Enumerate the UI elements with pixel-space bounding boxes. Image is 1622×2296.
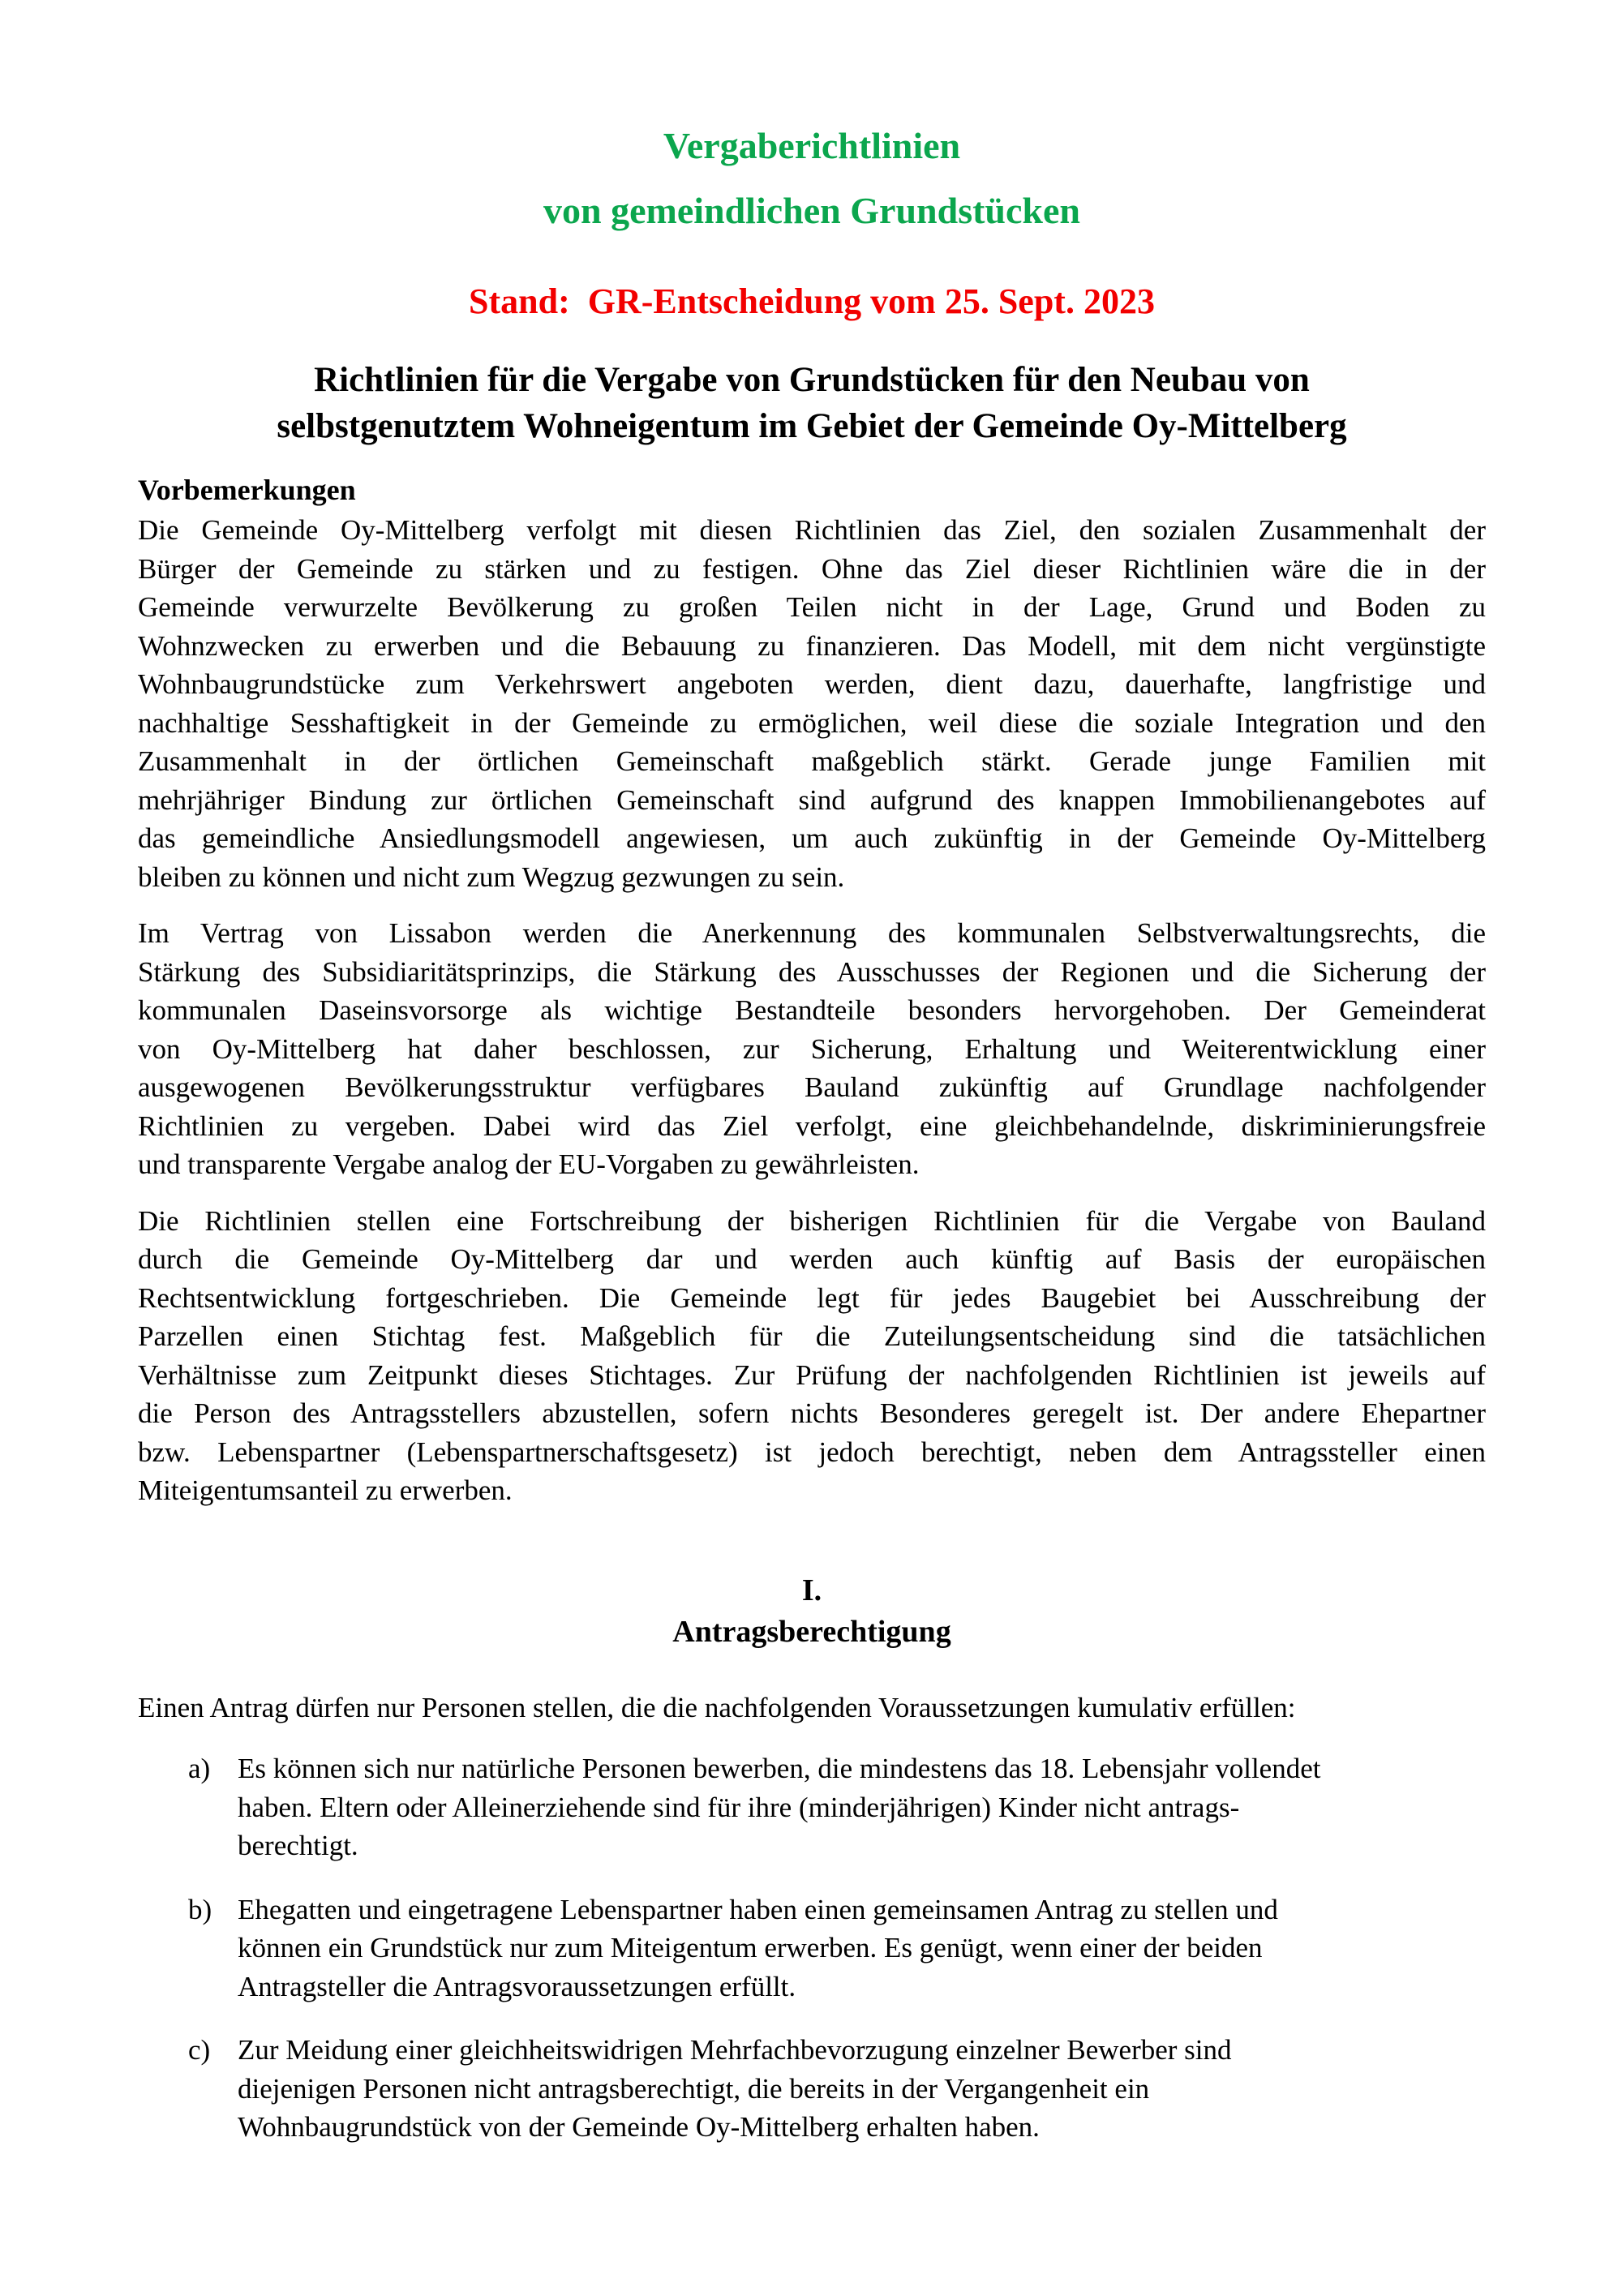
text-line: Rechtsentwicklung fortgeschrieben. Die Gemeinde legt für jedes Baugebiet bei Ausschreibung der <box>138 1281 1486 1314</box>
text-line: diejenigen Personen nicht antragsberechtigt, die bereits in der Vergangenheit ein <box>238 2072 1150 2105</box>
text-line: ausgewogenen Bevölkerungsstruktur verfügbares Bauland zukünftig auf Grundlage nachfolgender <box>138 1071 1486 1103</box>
section-1-heading: Antragsberechtigung <box>672 1614 951 1649</box>
subtitle-line-1: Richtlinien für die Vergabe von Grundstücken für den Neubau von <box>314 361 1310 399</box>
list-item-a-text <box>238 1749 1486 1865</box>
vorbemerkungen-heading: Vorbemerkungen <box>138 474 356 506</box>
section-1-numeral: I. <box>801 1573 822 1607</box>
paragraph-1 <box>138 511 1486 896</box>
list-item-c-text <box>238 2031 1486 2147</box>
text-line: Es können sich nur natürliche Personen bewerben, die mindestens das 18. Lebensjahr vollendet <box>238 1753 1321 1784</box>
version-stand-line: Stand: GR-Entscheidung vom 25. Sept. 2023 <box>469 281 1155 321</box>
list-item-a-label: a) <box>188 1753 211 1784</box>
text-line: bzw. Lebenspartner (Lebenspartnerschaftsgesetz) ist jedoch berechtigt, neben dem Antragssteller einen <box>138 1436 1486 1468</box>
text-line: kommunalen Daseinsvorsorge als wichtige Bestandteile besonders hervorgehoben. Der Gemeinderat <box>138 994 1486 1026</box>
list-item-b <box>138 1890 1486 2006</box>
text-line: durch die Gemeinde Oy-Mittelberg dar und werden auch künftig auf Basis der europäischen <box>138 1243 1486 1275</box>
text-line: Bürger der Gemeinde zu stärken und zu festigen. Ohne das Ziel dieser Richtlinien wäre die in der <box>138 552 1486 585</box>
text-line: Verhältnisse zum Zeitpunkt dieses Stichtages. Zur Prüfung der nachfolgenden Richtlinien ist jeweils auf <box>138 1358 1486 1391</box>
paragraph-2 <box>138 914 1486 1184</box>
text-line: und transparente Vergabe analog der EU-Vorgaben zu gewährleisten. <box>138 1148 920 1180</box>
text-line: Die Richtlinien stellen eine Fortschreibung der bisherigen Richtlinien für die Vergabe von Bauland <box>138 1204 1486 1237</box>
list-item-c-label: c) <box>188 2034 211 2066</box>
text-line: berechtigt. <box>238 1830 358 1861</box>
document-subtitle <box>138 357 1486 449</box>
text-line: Parzellen einen Stichtag fest. Maßgeblich für die Zuteilungsentscheidung sind die tatsächlichen <box>138 1320 1486 1352</box>
list-item-a <box>138 1749 1486 1865</box>
text-line: die Person des Antragsstellers abzustellen, sofern nichts Besonderes geregelt ist. Der andere Ehepartner <box>138 1397 1486 1429</box>
text-line: Ehegatten und eingetragene Lebenspartner haben einen gemeinsamen Antrag zu stellen und <box>238 1893 1278 1925</box>
document-title <box>138 114 1486 243</box>
list-item-b-label: b) <box>188 1893 212 1925</box>
title-line-1: Vergaberichtlinien <box>663 125 961 166</box>
requirements-list <box>138 1749 1486 2147</box>
text-line: Wohnbaugrundstücke zum Verkehrswert angeboten werden, dient dazu, dauerhafte, langfristige und <box>138 668 1486 700</box>
text-line: nachhaltige Sesshaftigkeit in der Gemeinde zu ermöglichen, weil diese die soziale Integration und den <box>138 706 1486 739</box>
text-line: das gemeindliche Ansiedlungsmodell angewiesen, um auch zukünftig in der Gemeinde Oy-Mittelberg <box>138 822 1486 854</box>
list-item-c <box>138 2031 1486 2147</box>
text-line: Wohnbaugrundstück von der Gemeinde Oy-Mittelberg erhalten haben. <box>238 2111 1040 2143</box>
subtitle-line-2: selbstgenutztem Wohneigentum im Gebiet der Gemeinde Oy-Mittelberg <box>277 407 1347 445</box>
text-line: von Oy-Mittelberg hat daher beschlossen, zur Sicherung, Erhaltung und Weiterentwicklung einer <box>138 1032 1486 1065</box>
text-line: Im Vertrag von Lissabon werden die Anerkennung des kommunalen Selbstverwaltungsrechts, die <box>138 917 1486 949</box>
text-line: Antragsteller die Antragsvoraussetzungen erfüllt. <box>238 1970 796 2002</box>
paragraph-3 <box>138 1202 1486 1510</box>
text-line: haben. Eltern oder Alleinerziehende sind für ihre (minderjährigen) Kinder nicht antrags- <box>238 1791 1240 1823</box>
list-item-b-text <box>238 1890 1486 2006</box>
text-line: Zusammenhalt in der örtlichen Gemeinschaft maßgeblich stärkt. Gerade junge Familien mit <box>138 745 1486 777</box>
text-line: mehrjähriger Bindung zur örtlichen Gemeinschaft sind aufgrund des knappen Immobilienangebotes auf <box>138 783 1486 816</box>
title-line-2: von gemeindlichen Grundstücken <box>543 190 1080 231</box>
text-line: Richtlinien zu vergeben. Dabei wird das Ziel verfolgt, eine gleichbehandelnde, diskriminierungsfreie <box>138 1109 1486 1142</box>
section-1-intro: Einen Antrag dürfen nur Personen stellen, die die nachfolgenden Voraussetzungen kumulativ erfüllen: <box>138 1691 1296 1723</box>
text-line: Miteigentumsanteil zu erwerben. <box>138 1474 513 1506</box>
text-line: Wohnzwecken zu erwerben und die Bebauung zu finanzieren. Das Modell, mit dem nicht vergünstigte <box>138 629 1486 662</box>
text-line: Die Gemeinde Oy-Mittelberg verfolgt mit diesen Richtlinien das Ziel, den sozialen Zusammenhalt der <box>138 514 1486 546</box>
text-line: Stärkung des Subsidiaritätsprinzips, die Stärkung des Ausschusses der Regionen und die Sicherung der <box>138 955 1486 988</box>
text-line: können ein Grundstück nur zum Miteigentum erwerben. Es genügt, wenn einer der beiden <box>238 1932 1263 1963</box>
text-line: bleiben zu können und nicht zum Wegzug gezwungen zu sein. <box>138 860 845 893</box>
text-line: Gemeinde verwurzelte Bevölkerung zu großen Teilen nicht in der Lage, Grund und Boden zu <box>138 591 1486 623</box>
text-line: Zur Meidung einer gleichheitswidrigen Mehrfachbevorzugung einzelner Bewerber sind <box>238 2034 1232 2066</box>
